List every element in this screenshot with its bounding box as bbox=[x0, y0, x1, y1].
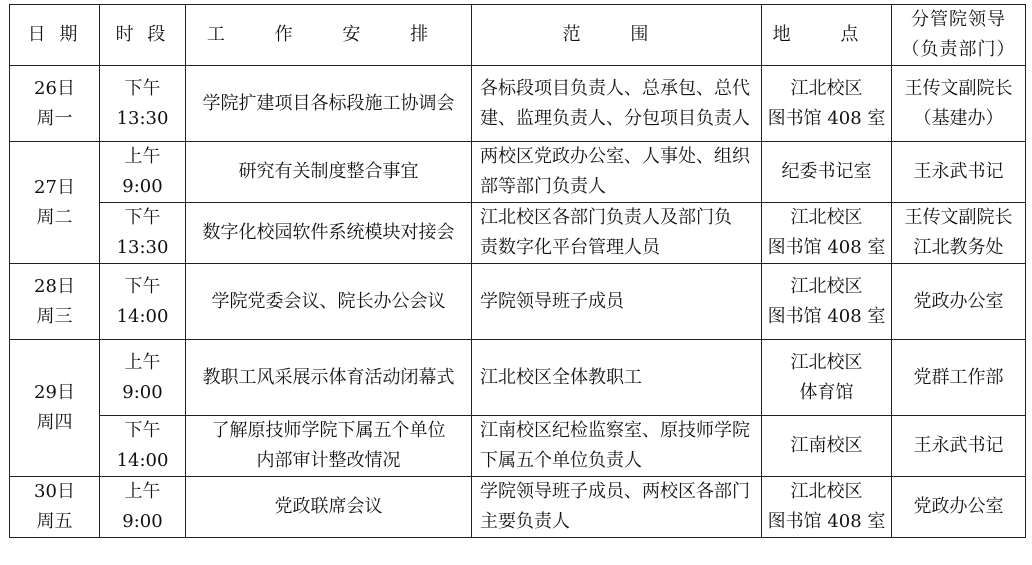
place-line2: 体育馆 bbox=[799, 381, 854, 403]
place-line1: 江北校区 bbox=[790, 207, 863, 228]
date-cell bbox=[10, 340, 100, 477]
date-weekday: 周二 bbox=[36, 206, 73, 228]
scope-line2: 下属五个单位负责人 bbox=[480, 450, 642, 471]
period-time: 9:00 bbox=[122, 381, 163, 403]
scope-line2: 责数字化平台管理人员 bbox=[480, 237, 660, 258]
table-row bbox=[10, 416, 1026, 477]
scope-line1: 学院领导班子成员、两校区各部门 bbox=[480, 481, 750, 502]
schedule-table bbox=[9, 4, 1026, 538]
header-period: 时 段 bbox=[100, 5, 186, 66]
work-cell bbox=[186, 340, 472, 416]
date-weekday: 周五 bbox=[36, 511, 73, 532]
place-cell bbox=[762, 203, 892, 264]
scope-cell bbox=[472, 264, 762, 340]
place-line1: 纪委书记室 bbox=[781, 161, 872, 182]
scope-line1: 江北校区全体教职工 bbox=[480, 366, 642, 388]
place-cell bbox=[762, 477, 892, 538]
leader-cell bbox=[892, 203, 1026, 264]
place-line1: 江南校区 bbox=[790, 435, 863, 456]
period-time: 9:00 bbox=[122, 176, 163, 197]
work-text: 党政联席会议 bbox=[274, 496, 383, 517]
header-leader bbox=[892, 5, 1026, 66]
work-cell bbox=[186, 416, 472, 477]
date-day: 29日 bbox=[34, 382, 75, 403]
place-line2: 图书馆 408 室 bbox=[767, 511, 886, 532]
place-line2: 图书馆 408 室 bbox=[767, 305, 886, 327]
period-cell bbox=[100, 264, 186, 340]
work-text: 学院党委会议、院长办公会议 bbox=[211, 290, 446, 312]
scope-cell bbox=[472, 416, 762, 477]
leader-line2: （基建办） bbox=[913, 107, 1004, 129]
leader-cell bbox=[892, 264, 1026, 340]
date-cell bbox=[10, 142, 100, 264]
header-place: 地 点 bbox=[762, 5, 892, 66]
scope-line1: 学院领导班子成员 bbox=[480, 290, 624, 312]
place-cell bbox=[762, 142, 892, 203]
table-row bbox=[10, 203, 1026, 264]
leader-cell bbox=[892, 477, 1026, 538]
place-line1: 江北校区 bbox=[790, 481, 863, 502]
leader-line1: 王传文副院长 bbox=[904, 77, 1013, 99]
scope-line1: 江南校区纪检监察室、原技师学院 bbox=[480, 420, 750, 441]
work-cell bbox=[186, 142, 472, 203]
leader-cell bbox=[892, 416, 1026, 477]
period-cell bbox=[100, 416, 186, 477]
scope-line1: 两校区党政办公室、人事处、组织 bbox=[480, 146, 750, 167]
work-cell bbox=[186, 66, 472, 142]
date-day: 27日 bbox=[34, 176, 75, 198]
date-weekday: 周三 bbox=[36, 305, 73, 327]
place-line1: 江北校区 bbox=[790, 77, 863, 99]
leader-line1: 党政办公室 bbox=[913, 496, 1004, 517]
scope-line1: 江北校区各部门负责人及部门负 bbox=[480, 207, 732, 228]
table-row bbox=[10, 264, 1026, 340]
scope-line1: 各标段项目负责人、总承包、总代 bbox=[480, 77, 750, 99]
period-time: 13:30 bbox=[116, 237, 169, 258]
place-cell bbox=[762, 340, 892, 416]
work-text: 研究有关制度整合事宜 bbox=[238, 161, 419, 182]
place-cell bbox=[762, 66, 892, 142]
work-text: 数字化校园软件系统模块对接会 bbox=[202, 222, 455, 243]
scope-line2: 部等部门负责人 bbox=[480, 176, 606, 197]
period-time: 14:00 bbox=[116, 450, 169, 471]
work-text: 教职工风采展示体育活动闭幕式 bbox=[202, 366, 455, 388]
header-leader-line2: （负责部门） bbox=[901, 39, 1016, 60]
period-label: 下午 bbox=[124, 77, 161, 99]
header-date: 日 期 bbox=[10, 5, 100, 66]
period-label: 上午 bbox=[124, 351, 161, 373]
place-line1: 江北校区 bbox=[790, 275, 863, 297]
header-leader-line1: 分管院领导 bbox=[911, 9, 1006, 30]
leader-line1: 王永武书记 bbox=[913, 435, 1004, 456]
leader-line2: 江北教务处 bbox=[913, 237, 1004, 258]
date-day: 30日 bbox=[34, 481, 75, 502]
leader-line1: 王永武书记 bbox=[913, 161, 1004, 182]
scope-cell bbox=[472, 477, 762, 538]
work-cell bbox=[186, 264, 472, 340]
work-text: 学院扩建项目各标段施工协调会 bbox=[202, 92, 455, 114]
scope-cell bbox=[472, 203, 762, 264]
header-work: 工 作 安 排 bbox=[186, 5, 472, 66]
date-day: 28日 bbox=[34, 275, 75, 297]
work-cell bbox=[186, 203, 472, 264]
place-line2: 图书馆 408 室 bbox=[767, 107, 886, 129]
date-weekday: 周四 bbox=[36, 412, 73, 433]
work-text: 了解原技师学院下属五个单位 bbox=[211, 420, 446, 441]
leader-cell bbox=[892, 340, 1026, 416]
scope-cell bbox=[472, 66, 762, 142]
table-row bbox=[10, 66, 1026, 142]
date-day: 26日 bbox=[34, 77, 75, 99]
period-cell bbox=[100, 477, 186, 538]
place-line1: 江北校区 bbox=[790, 351, 863, 373]
scope-line2: 主要负责人 bbox=[480, 511, 570, 532]
scope-line2: 建、监理负责人、分包项目负责人 bbox=[480, 107, 750, 129]
period-cell bbox=[100, 203, 186, 264]
scope-cell bbox=[472, 340, 762, 416]
date-cell bbox=[10, 477, 100, 538]
place-cell bbox=[762, 264, 892, 340]
header-scope: 范 围 bbox=[472, 5, 762, 66]
leader-cell bbox=[892, 142, 1026, 203]
table-row bbox=[10, 142, 1026, 203]
period-cell bbox=[100, 66, 186, 142]
period-label: 下午 bbox=[124, 207, 161, 228]
period-time: 14:00 bbox=[116, 305, 169, 327]
leader-cell bbox=[892, 66, 1026, 142]
place-line2: 图书馆 408 室 bbox=[767, 237, 886, 258]
leader-line1: 王传文副院长 bbox=[904, 207, 1013, 228]
table-row bbox=[10, 340, 1026, 416]
header-row bbox=[10, 5, 1026, 66]
table-row bbox=[10, 477, 1026, 538]
work-cell bbox=[186, 477, 472, 538]
scope-cell bbox=[472, 142, 762, 203]
period-cell bbox=[100, 340, 186, 416]
period-label: 上午 bbox=[124, 146, 161, 167]
work-text-line2: 内部审计整改情况 bbox=[256, 450, 401, 471]
period-label: 下午 bbox=[124, 420, 161, 441]
period-cell bbox=[100, 142, 186, 203]
place-cell bbox=[762, 416, 892, 477]
period-label: 下午 bbox=[124, 275, 161, 297]
date-cell bbox=[10, 66, 100, 142]
date-cell bbox=[10, 264, 100, 340]
leader-line1: 党群工作部 bbox=[913, 366, 1004, 388]
period-time: 9:00 bbox=[122, 511, 163, 532]
date-weekday: 周一 bbox=[36, 107, 73, 129]
period-label: 上午 bbox=[124, 481, 161, 502]
leader-line1: 党政办公室 bbox=[913, 290, 1004, 312]
period-time: 13:30 bbox=[116, 107, 169, 129]
